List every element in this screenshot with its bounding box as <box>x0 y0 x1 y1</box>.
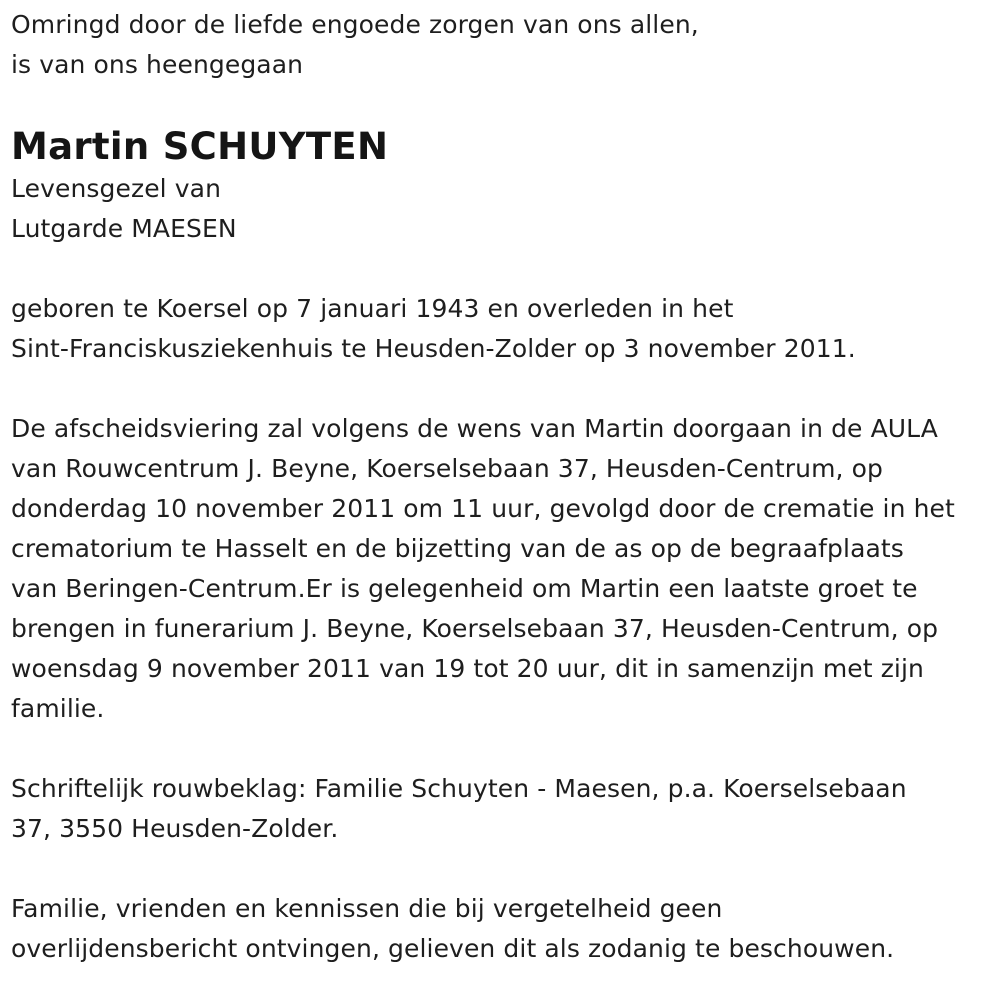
spacer <box>11 249 996 289</box>
relation-line-1: Levensgezel van <box>11 174 222 203</box>
intro-line-1: Omringd door de liefde engoede zorgen van ons allen, <box>11 10 699 39</box>
notice-line-2: overlijdensbericht ontvingen, gelieven dit als zodanig te beschouwen. <box>11 934 895 963</box>
birth-death-paragraph <box>11 289 996 369</box>
notice-line-1: Familie, vrienden en kennissen die bij vergetelheid geen <box>11 894 723 923</box>
ceremony-line: crematorium te Hasselt en de bijzetting van de as op de begraafplaats <box>11 534 904 563</box>
ceremony-line: van Rouwcentrum J. Beyne, Koerselsebaan 37, Heusden-Centrum, op <box>11 454 883 483</box>
notice-paragraph <box>11 889 996 969</box>
intro-line-2: is van ons heengegaan <box>11 50 304 79</box>
condolences-line-1: Schriftelijk rouwbeklag: Familie Schuyten - Maesen, p.a. Koerselsebaan <box>11 774 907 803</box>
ceremony-line: van Beringen-Centrum.Er is gelegenheid om Martin een laatste groet te <box>11 574 918 603</box>
ceremony-line: familie. <box>11 694 105 723</box>
spacer <box>11 369 996 409</box>
deceased-name: Martin SCHUYTEN <box>11 125 389 168</box>
ceremony-line: De afscheidsviering zal volgens de wens van Martin doorgaan in de AULA <box>11 414 938 443</box>
spacer <box>11 729 996 769</box>
ceremony-line: donderdag 10 november 2011 om 11 uur, gevolgd door de crematie in het <box>11 494 955 523</box>
relation-line-2: Lutgarde MAESEN <box>11 214 237 243</box>
spacer <box>11 849 996 889</box>
condolences-line-2: 37, 3550 Heusden-Zolder. <box>11 814 339 843</box>
ceremony-line: brengen in funerarium J. Beyne, Koerselsebaan 37, Heusden-Centrum, op <box>11 614 939 643</box>
birth-death-line-1: geboren te Koersel op 7 januari 1943 en overleden in het <box>11 294 734 323</box>
ceremony-line: woensdag 9 november 2011 van 19 tot 20 uur, dit in samenzijn met zijn <box>11 654 924 683</box>
condolences-paragraph <box>11 769 996 849</box>
birth-death-line-2: Sint-Franciskusziekenhuis te Heusden-Zolder op 3 november 2011. <box>11 334 856 363</box>
obituary-notice <box>11 5 996 969</box>
relation-text <box>11 169 996 249</box>
intro-text <box>11 5 996 85</box>
ceremony-paragraph <box>11 409 996 729</box>
